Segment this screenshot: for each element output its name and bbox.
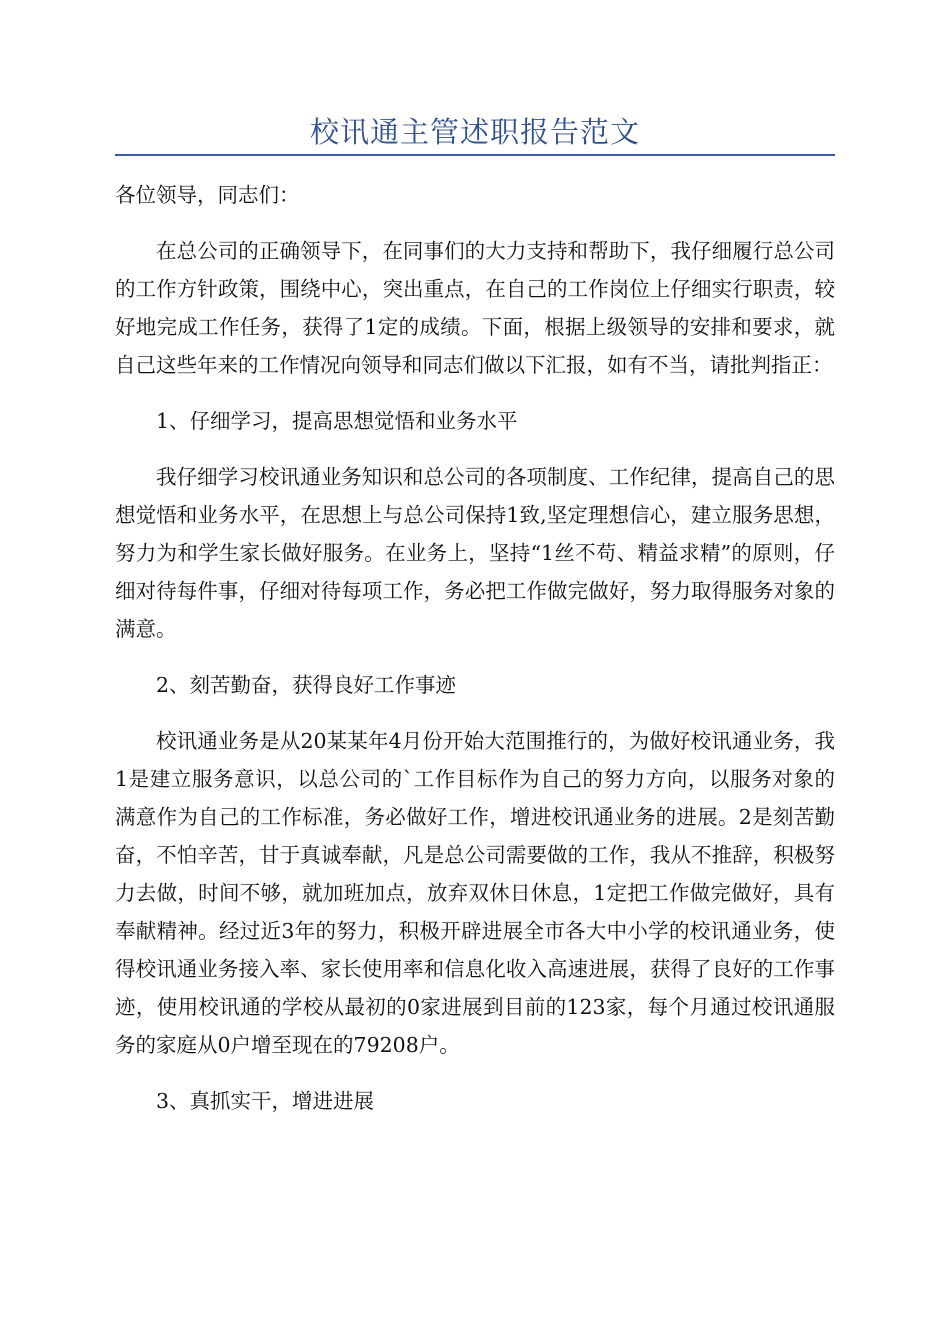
- salutation: 各位领导，同志们：: [115, 183, 300, 207]
- section-2-paragraph: 校讯通业务是从20某某年4月份开始大范围推行的，为做好校讯通业务，我1是建立服务意识，以总公司的`工作目标作为自己的努力方向，以服务对象的满意作为自己的工作标准，务必做好工作，增进校讯通业务的进展。2是刻苦勤奋，不怕辛苦，甘于真诚奉献，凡是总公司需要做的工作，我从不推辞，积极努力去做，时间不够，就加班加点，放弃双休日休息，1定把工作做完做好，具有奉献精神。经过近3年的努力，积极开辟进展全市各大中小学的校讯通业务，使得校讯通业务接入率、家长使用率和信息化收入高速进展，获得了良好的工作事迹，使用校讯通的学校从最初的0家进展到目前的123家，每个月通过校讯通服务的家庭从0户增至现在的79208户。: [115, 729, 835, 1057]
- title-underline: [115, 154, 835, 156]
- section-heading-2: 2、刻苦勤奋，获得良好工作事迹: [156, 673, 457, 697]
- section-heading-3: 3、真抓实干，增进进展: [156, 1089, 375, 1113]
- document-body: [115, 176, 835, 1138]
- section-1-paragraph: 我仔细学习校讯通业务知识和总公司的各项制度、工作纪律，提高自己的思想觉悟和业务水平，在思想上与总公司保持1致,坚定理想信心，建立服务思想，努力为和学生家长做好服务。在业务上，坚持“1丝不苟、精益求精”的原则，仔细对待每件事，仔细对待每项工作，务必把工作做完做好，努力取得服务对象的满意。: [115, 465, 835, 641]
- document-title: 校讯通主管述职报告范文: [309, 115, 640, 149]
- section-heading-1: 1、仔细学习，提高思想觉悟和业务水平: [156, 409, 518, 433]
- intro-paragraph: 在总公司的正确领导下，在同事们的大力支持和帮助下，我仔细履行总公司的工作方针政策，围绕中心，突出重点，在自己的工作岗位上仔细实行职责，较好地完成工作任务，获得了1定的成绩。下面，根据上级领导的安排和要求，就自己这些年来的工作情况向领导和同志们做以下汇报，如有不当，请批判指正：: [115, 239, 835, 377]
